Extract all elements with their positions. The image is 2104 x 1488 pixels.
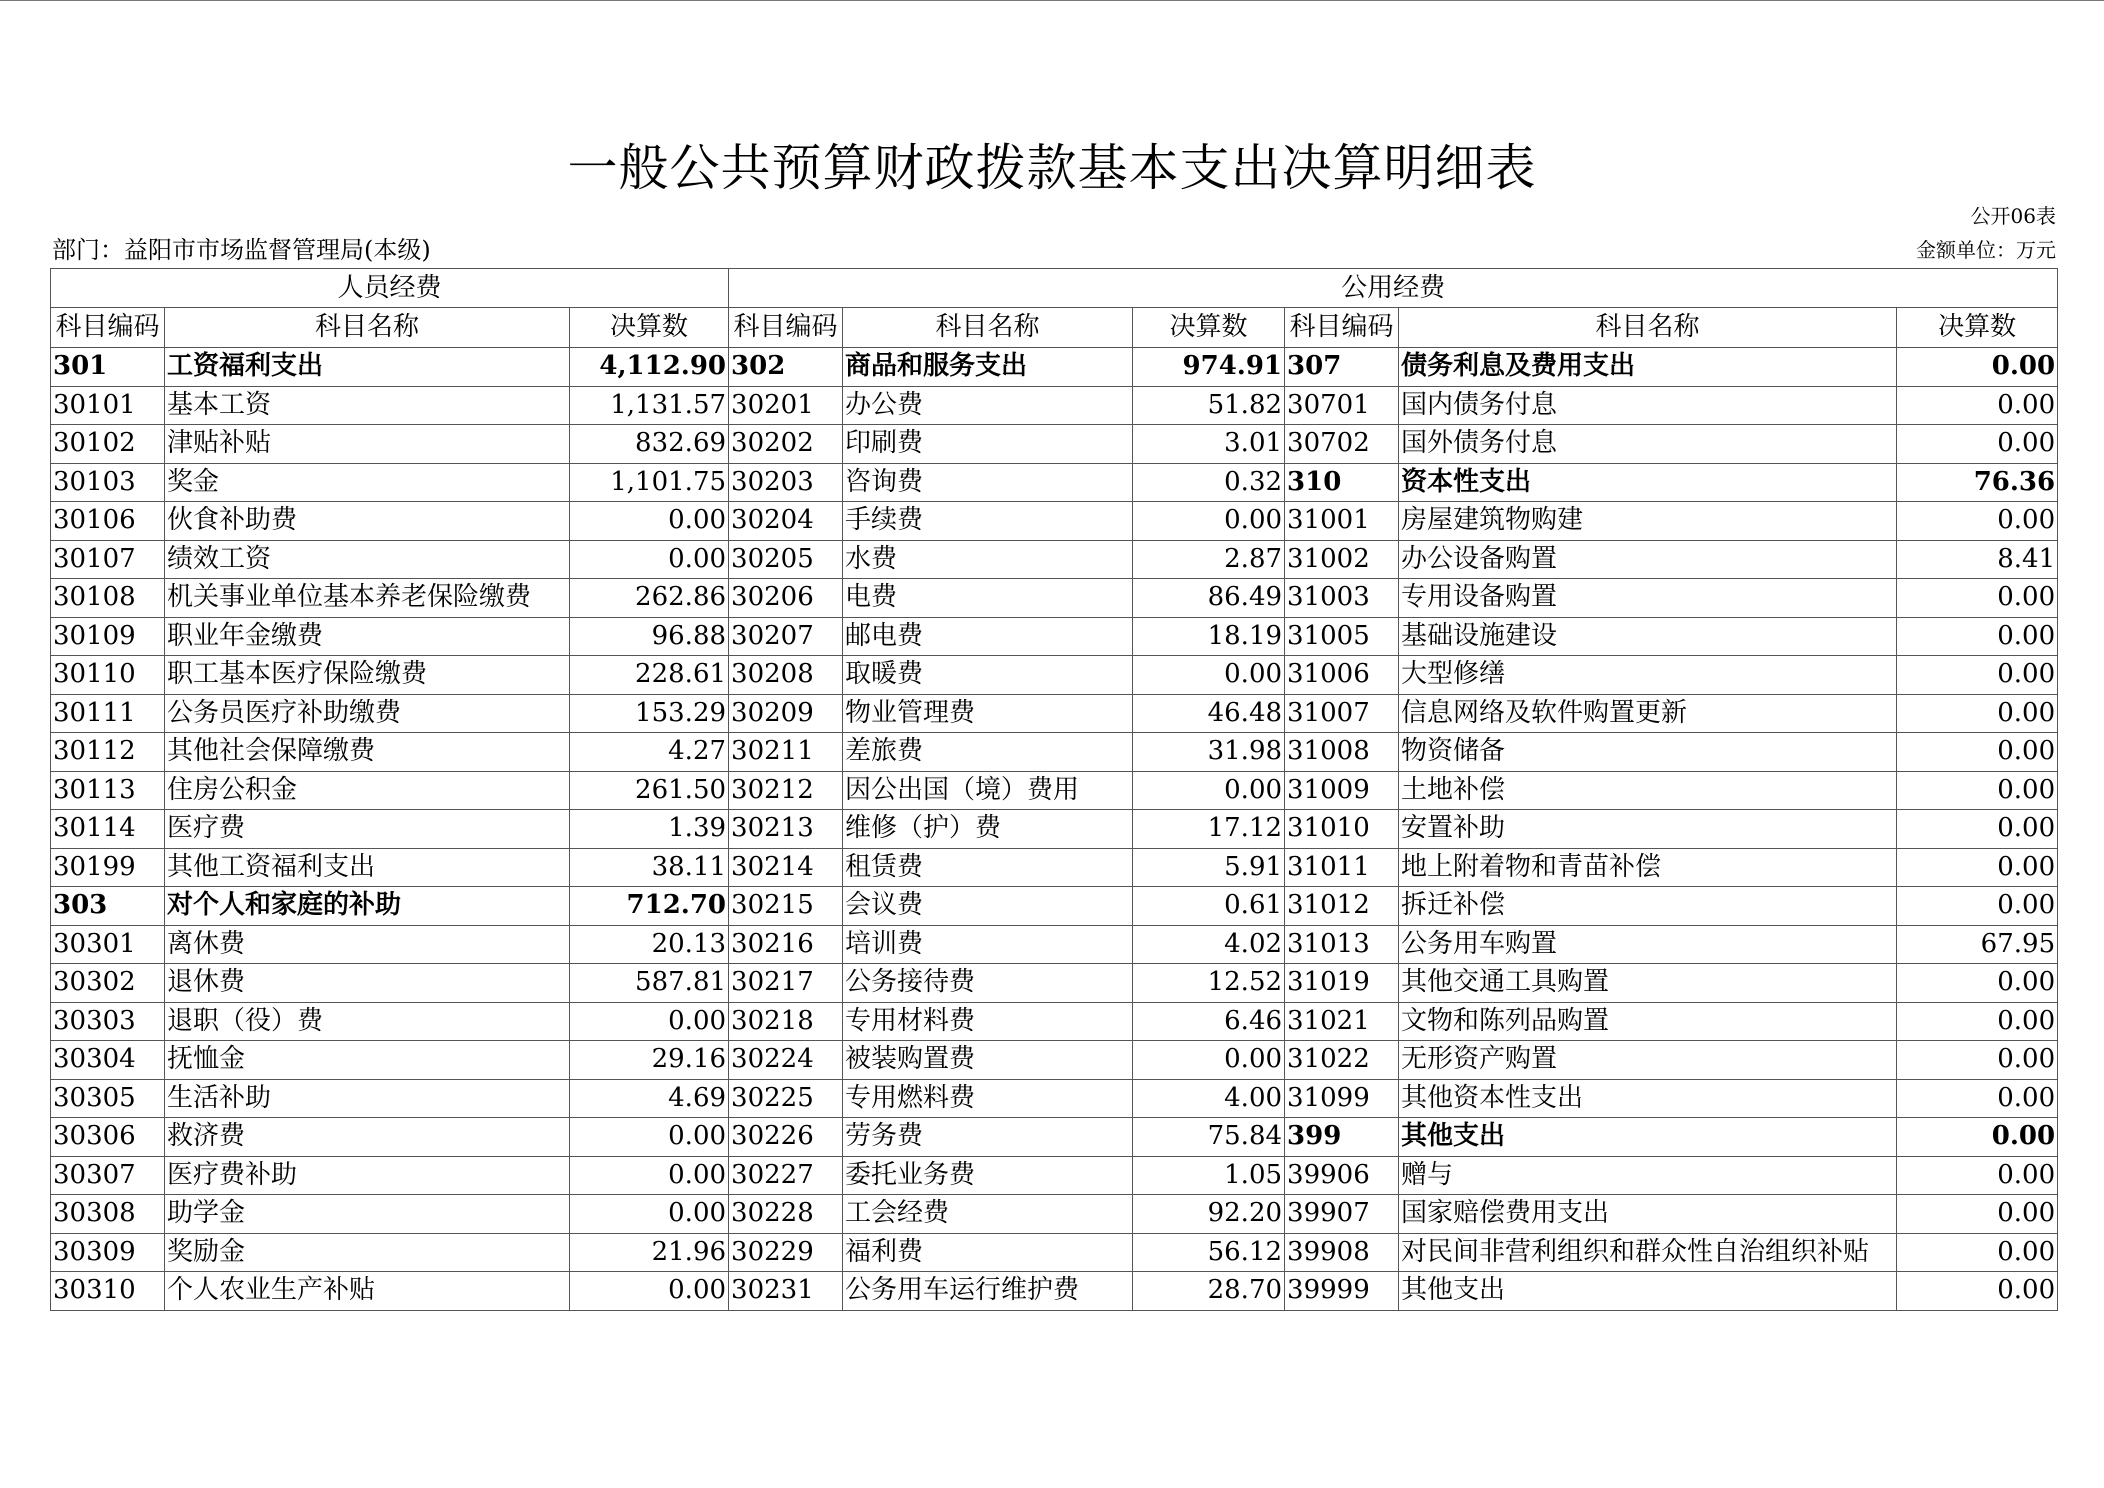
header-name: 科目名称 <box>843 308 1133 348</box>
amount-cell: 832.69 <box>570 425 729 464</box>
table-row <box>51 425 2058 464</box>
subject-code-cell: 30304 <box>51 1041 165 1080</box>
subject-code-cell: 30113 <box>51 771 165 810</box>
subject-code-cell: 30305 <box>51 1079 165 1118</box>
subject-code-cell: 399 <box>1285 1118 1399 1157</box>
table-row <box>51 656 2058 695</box>
table-row <box>51 733 2058 772</box>
subject-name-cell: 信息网络及软件购置更新 <box>1399 694 1897 733</box>
amount-cell: 0.00 <box>1897 386 2058 425</box>
subject-code-cell: 30309 <box>51 1233 165 1272</box>
table-row <box>51 887 2058 926</box>
subject-code-cell: 39908 <box>1285 1233 1399 1272</box>
subject-name-cell: 其他社会保障缴费 <box>165 733 570 772</box>
subject-code-cell: 30203 <box>729 463 843 502</box>
amount-cell: 0.00 <box>1133 1041 1285 1080</box>
subject-name-cell: 无形资产购置 <box>1399 1041 1897 1080</box>
subject-name-cell: 奖金 <box>165 463 570 502</box>
subject-name-cell: 商品和服务支出 <box>843 348 1133 387</box>
table-row <box>51 348 2058 387</box>
amount-cell: 0.00 <box>570 502 729 541</box>
subject-code-cell: 30108 <box>51 579 165 618</box>
amount-cell: 2.87 <box>1133 540 1285 579</box>
header-code: 科目编码 <box>1285 308 1399 348</box>
subject-code-cell: 30306 <box>51 1118 165 1157</box>
subject-code-cell: 30213 <box>729 810 843 849</box>
amount-cell: 0.00 <box>1897 771 2058 810</box>
subject-code-cell: 30701 <box>1285 386 1399 425</box>
subject-name-cell: 职业年金缴费 <box>165 617 570 656</box>
amount-cell: 0.00 <box>570 1195 729 1234</box>
amount-cell: 0.00 <box>1897 848 2058 887</box>
header-amount: 决算数 <box>1133 308 1285 348</box>
subject-code-cell: 31005 <box>1285 617 1399 656</box>
subject-name-cell: 文物和陈列品购置 <box>1399 1002 1897 1041</box>
table-row <box>51 1272 2058 1311</box>
subject-name-cell: 办公费 <box>843 386 1133 425</box>
subject-name-cell: 差旅费 <box>843 733 1133 772</box>
subject-code-cell: 30227 <box>729 1156 843 1195</box>
subject-code-cell: 31022 <box>1285 1041 1399 1080</box>
subject-code-cell: 30308 <box>51 1195 165 1234</box>
amount-cell: 76.36 <box>1897 463 2058 502</box>
subject-name-cell: 赠与 <box>1399 1156 1897 1195</box>
header-amount: 决算数 <box>570 308 729 348</box>
amount-cell: 4.00 <box>1133 1079 1285 1118</box>
subject-code-cell: 30202 <box>729 425 843 464</box>
subject-name-cell: 房屋建筑物购建 <box>1399 502 1897 541</box>
subject-name-cell: 助学金 <box>165 1195 570 1234</box>
amount-cell: 228.61 <box>570 656 729 695</box>
subject-name-cell: 其他交通工具购置 <box>1399 964 1897 1003</box>
table-row <box>51 502 2058 541</box>
subject-code-cell: 30218 <box>729 1002 843 1041</box>
subject-code-cell: 31010 <box>1285 810 1399 849</box>
table-row <box>51 1079 2058 1118</box>
subject-code-cell: 303 <box>51 887 165 926</box>
amount-cell: 712.70 <box>570 887 729 926</box>
subject-name-cell: 手续费 <box>843 502 1133 541</box>
subject-code-cell: 30109 <box>51 617 165 656</box>
group-public: 公用经费 <box>729 269 2058 308</box>
subject-name-cell: 对民间非营利组织和群众性自治组织补贴 <box>1399 1233 1897 1272</box>
subject-name-cell: 拆迁补偿 <box>1399 887 1897 926</box>
amount-cell: 0.00 <box>570 1002 729 1041</box>
amount-cell: 0.00 <box>570 1156 729 1195</box>
amount-cell: 8.41 <box>1897 540 2058 579</box>
subject-name-cell: 救济费 <box>165 1118 570 1157</box>
subject-name-cell: 专用材料费 <box>843 1002 1133 1041</box>
amount-cell: 0.00 <box>1897 1195 2058 1234</box>
header-name: 科目名称 <box>165 308 570 348</box>
subject-code-cell: 30212 <box>729 771 843 810</box>
subject-name-cell: 其他支出 <box>1399 1272 1897 1311</box>
subject-name-cell: 债务利息及费用支出 <box>1399 348 1897 387</box>
amount-cell: 17.12 <box>1133 810 1285 849</box>
subject-name-cell: 办公设备购置 <box>1399 540 1897 579</box>
amount-cell: 0.00 <box>1897 1002 2058 1041</box>
amount-cell: 20.13 <box>570 925 729 964</box>
subject-code-cell: 30107 <box>51 540 165 579</box>
subject-code-cell: 31001 <box>1285 502 1399 541</box>
table-row <box>51 617 2058 656</box>
amount-cell: 262.86 <box>570 579 729 618</box>
amount-cell: 0.61 <box>1133 887 1285 926</box>
subject-name-cell: 机关事业单位基本养老保险缴费 <box>165 579 570 618</box>
subject-name-cell: 医疗费 <box>165 810 570 849</box>
subject-name-cell: 其他资本性支出 <box>1399 1079 1897 1118</box>
amount-cell: 92.20 <box>1133 1195 1285 1234</box>
amount-cell: 0.00 <box>1897 964 2058 1003</box>
header-amount: 决算数 <box>1897 308 2058 348</box>
amount-cell: 0.00 <box>1133 656 1285 695</box>
amount-cell: 12.52 <box>1133 964 1285 1003</box>
amount-cell: 587.81 <box>570 964 729 1003</box>
subject-name-cell: 会议费 <box>843 887 1133 926</box>
subject-name-cell: 大型修缮 <box>1399 656 1897 695</box>
amount-cell: 0.00 <box>1897 656 2058 695</box>
amount-cell: 3.01 <box>1133 425 1285 464</box>
subject-code-cell: 31007 <box>1285 694 1399 733</box>
amount-cell: 1,101.75 <box>570 463 729 502</box>
amount-unit-label: 金额单位：万元 <box>1916 238 2056 262</box>
subject-name-cell: 公务用车运行维护费 <box>843 1272 1133 1311</box>
amount-cell: 0.00 <box>570 1118 729 1157</box>
table-row <box>51 1041 2058 1080</box>
amount-cell: 0.00 <box>1897 1272 2058 1311</box>
subject-name-cell: 国家赔偿费用支出 <box>1399 1195 1897 1234</box>
amount-cell: 0.00 <box>1897 694 2058 733</box>
subject-code-cell: 30211 <box>729 733 843 772</box>
subject-code-cell: 30224 <box>729 1041 843 1080</box>
table-row <box>51 1002 2058 1041</box>
subject-name-cell: 因公出国（境）费用 <box>843 771 1133 810</box>
subject-code-cell: 31019 <box>1285 964 1399 1003</box>
subject-code-cell: 31008 <box>1285 733 1399 772</box>
subject-code-cell: 30209 <box>729 694 843 733</box>
subject-name-cell: 工资福利支出 <box>165 348 570 387</box>
amount-cell: 0.00 <box>1897 1118 2058 1157</box>
table-row <box>51 964 2058 1003</box>
subject-code-cell: 30111 <box>51 694 165 733</box>
subject-code-cell: 39907 <box>1285 1195 1399 1234</box>
expenditure-detail-table <box>50 268 2058 1311</box>
subject-code-cell: 31003 <box>1285 579 1399 618</box>
subject-name-cell: 个人农业生产补贴 <box>165 1272 570 1311</box>
form-number: 公开06表 <box>1970 204 2056 228</box>
table-row <box>51 694 2058 733</box>
amount-cell: 0.00 <box>570 1272 729 1311</box>
table-row <box>51 848 2058 887</box>
amount-cell: 28.70 <box>1133 1272 1285 1311</box>
subject-code-cell: 30225 <box>729 1079 843 1118</box>
amount-cell: 86.49 <box>1133 579 1285 618</box>
subject-code-cell: 301 <box>51 348 165 387</box>
subject-code-cell: 30199 <box>51 848 165 887</box>
amount-cell: 0.00 <box>1897 887 2058 926</box>
subject-name-cell: 基本工资 <box>165 386 570 425</box>
top-border-line <box>0 0 2104 1</box>
subject-name-cell: 国内债务付息 <box>1399 386 1897 425</box>
subject-name-cell: 咨询费 <box>843 463 1133 502</box>
amount-cell: 0.00 <box>1897 733 2058 772</box>
group-personnel: 人员经费 <box>51 269 729 308</box>
group-header-row <box>51 269 2058 308</box>
subject-name-cell: 委托业务费 <box>843 1156 1133 1195</box>
subject-name-cell: 职工基本医疗保险缴费 <box>165 656 570 695</box>
subject-code-cell: 31099 <box>1285 1079 1399 1118</box>
subject-code-cell: 30207 <box>729 617 843 656</box>
table-row <box>51 540 2058 579</box>
amount-cell: 0.00 <box>1897 1079 2058 1118</box>
amount-cell: 6.46 <box>1133 1002 1285 1041</box>
subject-name-cell: 取暖费 <box>843 656 1133 695</box>
table-row <box>51 925 2058 964</box>
subject-name-cell: 离休费 <box>165 925 570 964</box>
subject-code-cell: 30229 <box>729 1233 843 1272</box>
subject-code-cell: 30110 <box>51 656 165 695</box>
amount-cell: 21.96 <box>570 1233 729 1272</box>
department-label: 部门：益阳市市场监督管理局(本级) <box>52 236 431 264</box>
subject-code-cell: 30215 <box>729 887 843 926</box>
amount-cell: 4.27 <box>570 733 729 772</box>
subject-code-cell: 30206 <box>729 579 843 618</box>
subject-name-cell: 奖励金 <box>165 1233 570 1272</box>
subject-code-cell: 30112 <box>51 733 165 772</box>
subject-name-cell: 物资储备 <box>1399 733 1897 772</box>
subject-name-cell: 其他支出 <box>1399 1118 1897 1157</box>
amount-cell: 96.88 <box>570 617 729 656</box>
subject-name-cell: 物业管理费 <box>843 694 1133 733</box>
subject-code-cell: 39999 <box>1285 1272 1399 1311</box>
page-title: 一般公共预算财政拨款基本支出决算明细表 <box>567 139 1537 197</box>
subject-code-cell: 31013 <box>1285 925 1399 964</box>
amount-cell: 0.00 <box>1897 425 2058 464</box>
table-row <box>51 771 2058 810</box>
header-name: 科目名称 <box>1399 308 1897 348</box>
subject-code-cell: 30310 <box>51 1272 165 1311</box>
subject-name-cell: 地上附着物和青苗补偿 <box>1399 848 1897 887</box>
subject-name-cell: 土地补偿 <box>1399 771 1897 810</box>
amount-cell: 1,131.57 <box>570 386 729 425</box>
subject-code-cell: 30204 <box>729 502 843 541</box>
subject-name-cell: 租赁费 <box>843 848 1133 887</box>
subject-name-cell: 电费 <box>843 579 1133 618</box>
subject-name-cell: 公务接待费 <box>843 964 1133 1003</box>
subject-name-cell: 邮电费 <box>843 617 1133 656</box>
amount-cell: 0.00 <box>1897 348 2058 387</box>
column-header-row <box>51 308 2058 348</box>
subject-code-cell: 30226 <box>729 1118 843 1157</box>
subject-name-cell: 伙食补助费 <box>165 502 570 541</box>
amount-cell: 1.05 <box>1133 1156 1285 1195</box>
subject-name-cell: 其他工资福利支出 <box>165 848 570 887</box>
subject-code-cell: 30702 <box>1285 425 1399 464</box>
subject-code-cell: 30205 <box>729 540 843 579</box>
amount-cell: 0.00 <box>1133 771 1285 810</box>
subject-code-cell: 30114 <box>51 810 165 849</box>
subject-code-cell: 30201 <box>729 386 843 425</box>
table-row <box>51 1233 2058 1272</box>
header-code: 科目编码 <box>729 308 843 348</box>
subject-code-cell: 30102 <box>51 425 165 464</box>
amount-cell: 0.00 <box>570 540 729 579</box>
subject-code-cell: 30216 <box>729 925 843 964</box>
subject-name-cell: 抚恤金 <box>165 1041 570 1080</box>
amount-cell: 0.32 <box>1133 463 1285 502</box>
subject-code-cell: 31012 <box>1285 887 1399 926</box>
subject-name-cell: 退职（役）费 <box>165 1002 570 1041</box>
subject-code-cell: 30303 <box>51 1002 165 1041</box>
subject-name-cell: 专用燃料费 <box>843 1079 1133 1118</box>
subject-name-cell: 安置补助 <box>1399 810 1897 849</box>
amount-cell: 0.00 <box>1897 617 2058 656</box>
subject-code-cell: 31006 <box>1285 656 1399 695</box>
subject-name-cell: 劳务费 <box>843 1118 1133 1157</box>
subject-code-cell: 30217 <box>729 964 843 1003</box>
amount-cell: 4,112.90 <box>570 348 729 387</box>
subject-name-cell: 工会经费 <box>843 1195 1133 1234</box>
subject-code-cell: 30228 <box>729 1195 843 1234</box>
amount-cell: 0.00 <box>1897 810 2058 849</box>
subject-code-cell: 30103 <box>51 463 165 502</box>
table-row <box>51 1156 2058 1195</box>
subject-code-cell: 30101 <box>51 386 165 425</box>
amount-cell: 0.00 <box>1897 579 2058 618</box>
amount-cell: 5.91 <box>1133 848 1285 887</box>
subject-code-cell: 30214 <box>729 848 843 887</box>
amount-cell: 974.91 <box>1133 348 1285 387</box>
table-row <box>51 579 2058 618</box>
amount-cell: 1.39 <box>570 810 729 849</box>
subject-name-cell: 公务用车购置 <box>1399 925 1897 964</box>
amount-cell: 31.98 <box>1133 733 1285 772</box>
subject-code-cell: 31011 <box>1285 848 1399 887</box>
amount-cell: 0.00 <box>1897 502 2058 541</box>
amount-cell: 0.00 <box>1897 1233 2058 1272</box>
table-row <box>51 1118 2058 1157</box>
amount-cell: 0.00 <box>1133 502 1285 541</box>
amount-cell: 75.84 <box>1133 1118 1285 1157</box>
subject-name-cell: 印刷费 <box>843 425 1133 464</box>
subject-name-cell: 被装购置费 <box>843 1041 1133 1080</box>
subject-name-cell: 退休费 <box>165 964 570 1003</box>
subject-code-cell: 30231 <box>729 1272 843 1311</box>
amount-cell: 4.69 <box>570 1079 729 1118</box>
subject-name-cell: 津贴补贴 <box>165 425 570 464</box>
header-code: 科目编码 <box>51 308 165 348</box>
subject-name-cell: 培训费 <box>843 925 1133 964</box>
amount-cell: 38.11 <box>570 848 729 887</box>
subject-code-cell: 30302 <box>51 964 165 1003</box>
subject-code-cell: 30106 <box>51 502 165 541</box>
amount-cell: 67.95 <box>1897 925 2058 964</box>
amount-cell: 0.00 <box>1897 1041 2058 1080</box>
subject-name-cell: 国外债务付息 <box>1399 425 1897 464</box>
amount-cell: 4.02 <box>1133 925 1285 964</box>
subject-code-cell: 302 <box>729 348 843 387</box>
amount-cell: 0.00 <box>1897 1156 2058 1195</box>
subject-code-cell: 310 <box>1285 463 1399 502</box>
table-row <box>51 1195 2058 1234</box>
table-row <box>51 386 2058 425</box>
table-row <box>51 463 2058 502</box>
subject-name-cell: 对个人和家庭的补助 <box>165 887 570 926</box>
subject-name-cell: 水费 <box>843 540 1133 579</box>
subject-name-cell: 住房公积金 <box>165 771 570 810</box>
subject-code-cell: 30307 <box>51 1156 165 1195</box>
amount-cell: 51.82 <box>1133 386 1285 425</box>
amount-cell: 29.16 <box>570 1041 729 1080</box>
amount-cell: 153.29 <box>570 694 729 733</box>
amount-cell: 56.12 <box>1133 1233 1285 1272</box>
subject-code-cell: 307 <box>1285 348 1399 387</box>
subject-code-cell: 39906 <box>1285 1156 1399 1195</box>
subject-name-cell: 绩效工资 <box>165 540 570 579</box>
subject-name-cell: 专用设备购置 <box>1399 579 1897 618</box>
subject-name-cell: 基础设施建设 <box>1399 617 1897 656</box>
subject-name-cell: 公务员医疗补助缴费 <box>165 694 570 733</box>
amount-cell: 261.50 <box>570 771 729 810</box>
subject-name-cell: 资本性支出 <box>1399 463 1897 502</box>
subject-code-cell: 31021 <box>1285 1002 1399 1041</box>
table-row <box>51 810 2058 849</box>
subject-name-cell: 医疗费补助 <box>165 1156 570 1195</box>
subject-name-cell: 维修（护）费 <box>843 810 1133 849</box>
subject-name-cell: 生活补助 <box>165 1079 570 1118</box>
subject-code-cell: 30208 <box>729 656 843 695</box>
subject-code-cell: 30301 <box>51 925 165 964</box>
amount-cell: 46.48 <box>1133 694 1285 733</box>
subject-code-cell: 31009 <box>1285 771 1399 810</box>
amount-cell: 18.19 <box>1133 617 1285 656</box>
subject-code-cell: 31002 <box>1285 540 1399 579</box>
subject-name-cell: 福利费 <box>843 1233 1133 1272</box>
